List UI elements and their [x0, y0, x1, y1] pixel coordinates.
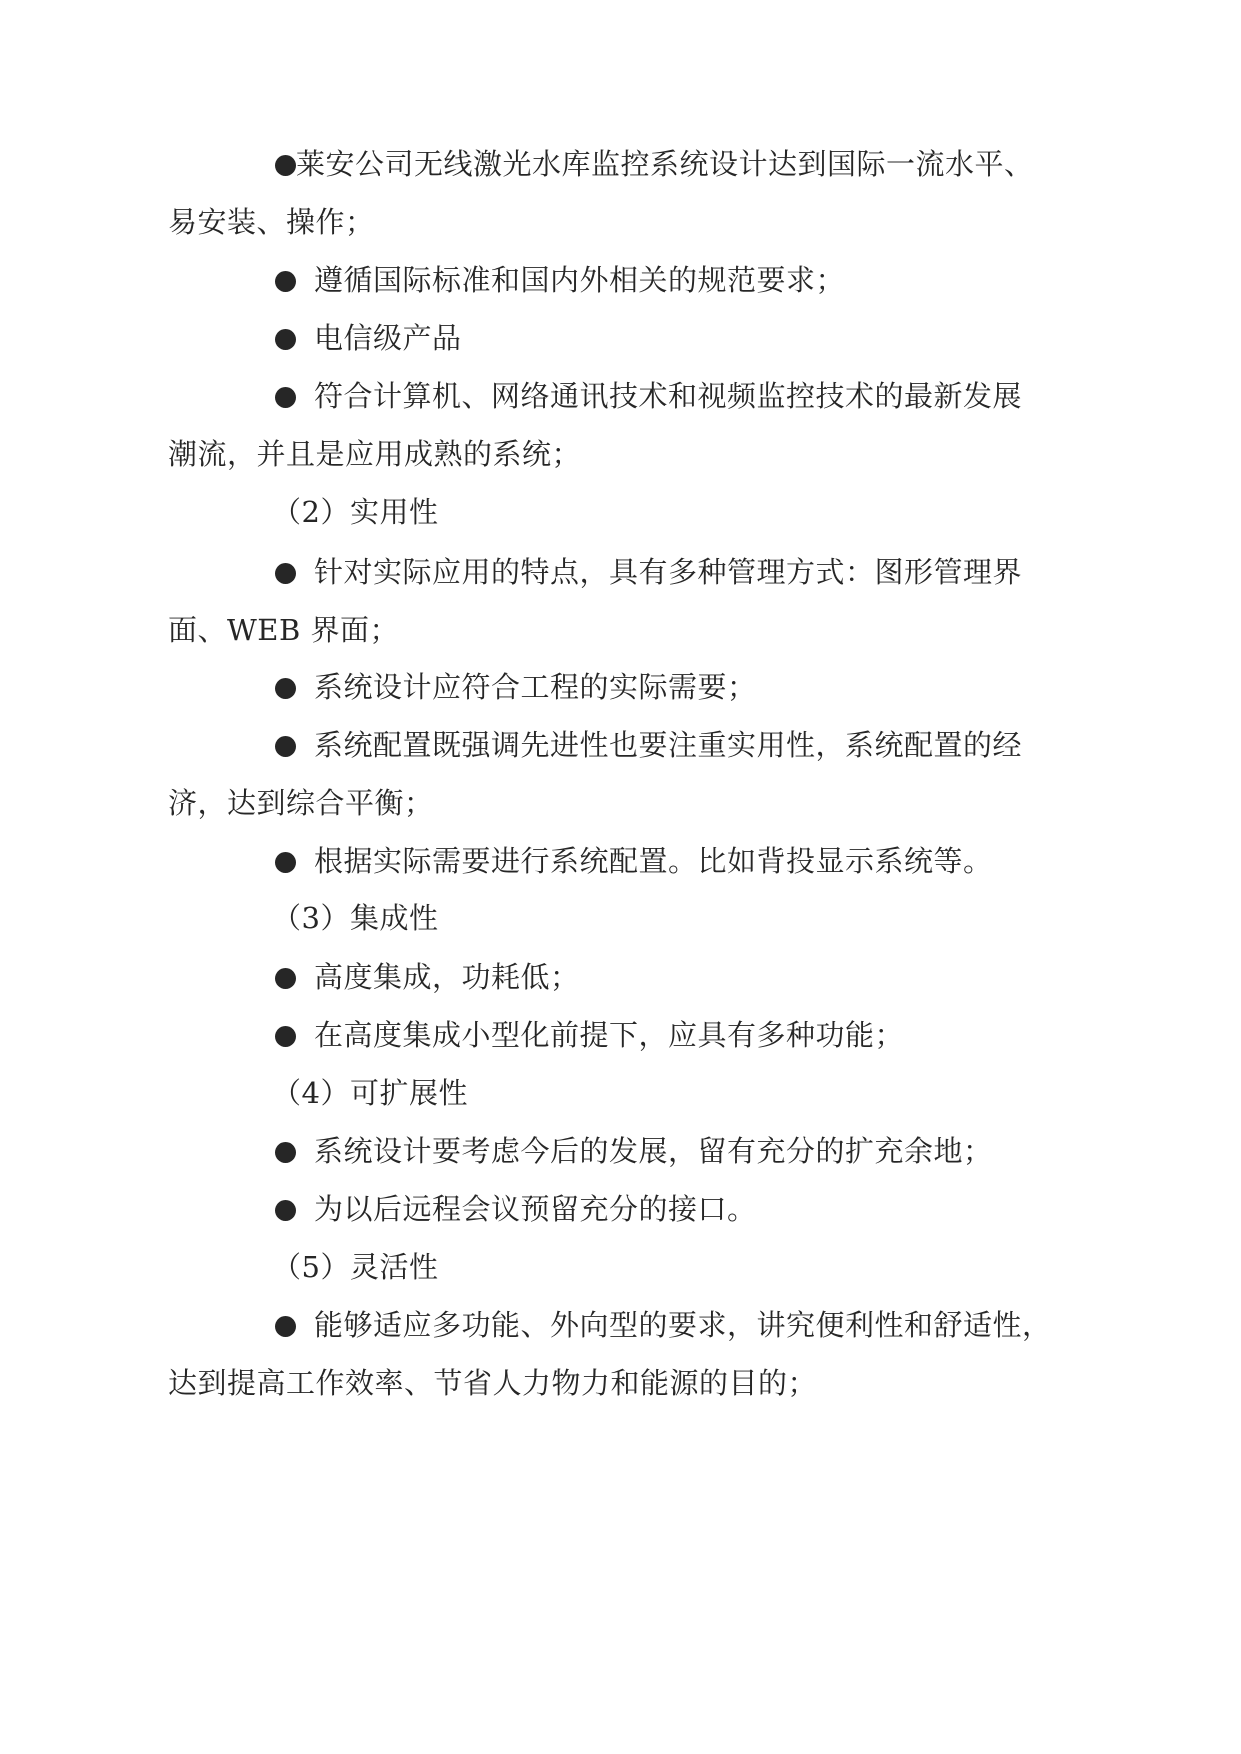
bullet-line	[275, 843, 993, 879]
bullet-dot-icon	[275, 1316, 296, 1337]
bullet-dot-icon	[275, 387, 296, 408]
continuation-line	[168, 436, 581, 472]
line-text: 系统设计应符合工程的实际需要；	[314, 670, 757, 704]
bullet-dot-icon	[275, 155, 296, 176]
bullet-line	[275, 727, 1022, 763]
line-text: 针对实际应用的特点，具有多种管理方式：图形管理界	[314, 555, 1023, 589]
continuation-line	[168, 612, 399, 648]
line-text: 根据实际需要进行系统配置。比如背投显示系统等。	[314, 844, 993, 878]
bullet-line	[275, 262, 845, 298]
bullet-line	[275, 554, 1022, 590]
bullet-dot-icon	[275, 1200, 296, 1221]
line-text: （4）可扩展性	[272, 1076, 468, 1110]
bullet-line	[275, 1017, 904, 1053]
line-text: 电信级产品	[314, 321, 462, 355]
bullet-line	[275, 959, 580, 995]
bullet-line	[275, 669, 757, 705]
section-heading	[272, 494, 438, 530]
section-heading	[272, 1075, 468, 1111]
bullet-dot-icon	[275, 329, 296, 350]
bullet-dot-icon	[275, 678, 296, 699]
line-text: 莱安公司无线激光水库监控系统设计达到国际一流水平、	[296, 147, 1034, 181]
bullet-dot-icon	[275, 852, 296, 873]
line-text: 为以后远程会议预留充分的接口。	[314, 1192, 757, 1226]
line-text: 高度集成，功耗低；	[314, 960, 580, 994]
line-text: 符合计算机、网络通讯技术和视频监控技术的最新发展	[314, 379, 1023, 413]
bullet-dot-icon	[275, 968, 296, 989]
continuation-line	[168, 785, 434, 821]
bullet-dot-icon	[275, 1142, 296, 1163]
section-heading	[272, 1249, 438, 1285]
line-text: 易安装、操作；	[168, 205, 375, 239]
continuation-line	[168, 204, 375, 240]
section-heading	[272, 900, 438, 936]
line-text: 系统配置既强调先进性也要注重实用性，系统配置的经	[314, 728, 1023, 762]
bullet-line	[275, 320, 462, 356]
bullet-dot-icon	[275, 563, 296, 584]
line-text: 达到提高工作效率、节省人力物力和能源的目的；	[168, 1366, 818, 1400]
line-text: 潮流，并且是应用成熟的系统；	[168, 437, 582, 471]
bullet-line	[275, 146, 1034, 182]
line-text: （3）集成性	[272, 901, 439, 935]
line-text: 能够适应多功能、外向型的要求，讲究便利性和舒适性，	[314, 1308, 1052, 1342]
line-text: （5）灵活性	[272, 1250, 439, 1284]
bullet-line	[275, 1307, 1052, 1343]
line-text: （2）实用性	[272, 495, 439, 529]
continuation-line	[168, 1365, 817, 1401]
bullet-line	[275, 1133, 993, 1169]
bullet-line	[275, 1191, 757, 1227]
line-text: 济，达到综合平衡；	[168, 786, 434, 820]
line-text: 面、WEB 界面；	[168, 613, 400, 647]
bullet-line	[275, 378, 1022, 414]
line-text: 在高度集成小型化前提下，应具有多种功能；	[314, 1018, 905, 1052]
line-text: 系统设计要考虑今后的发展，留有充分的扩充余地；	[314, 1134, 993, 1168]
line-text: 遵循国际标准和国内外相关的规范要求；	[314, 263, 846, 297]
bullet-dot-icon	[275, 736, 296, 757]
bullet-dot-icon	[275, 1026, 296, 1047]
bullet-dot-icon	[275, 271, 296, 292]
